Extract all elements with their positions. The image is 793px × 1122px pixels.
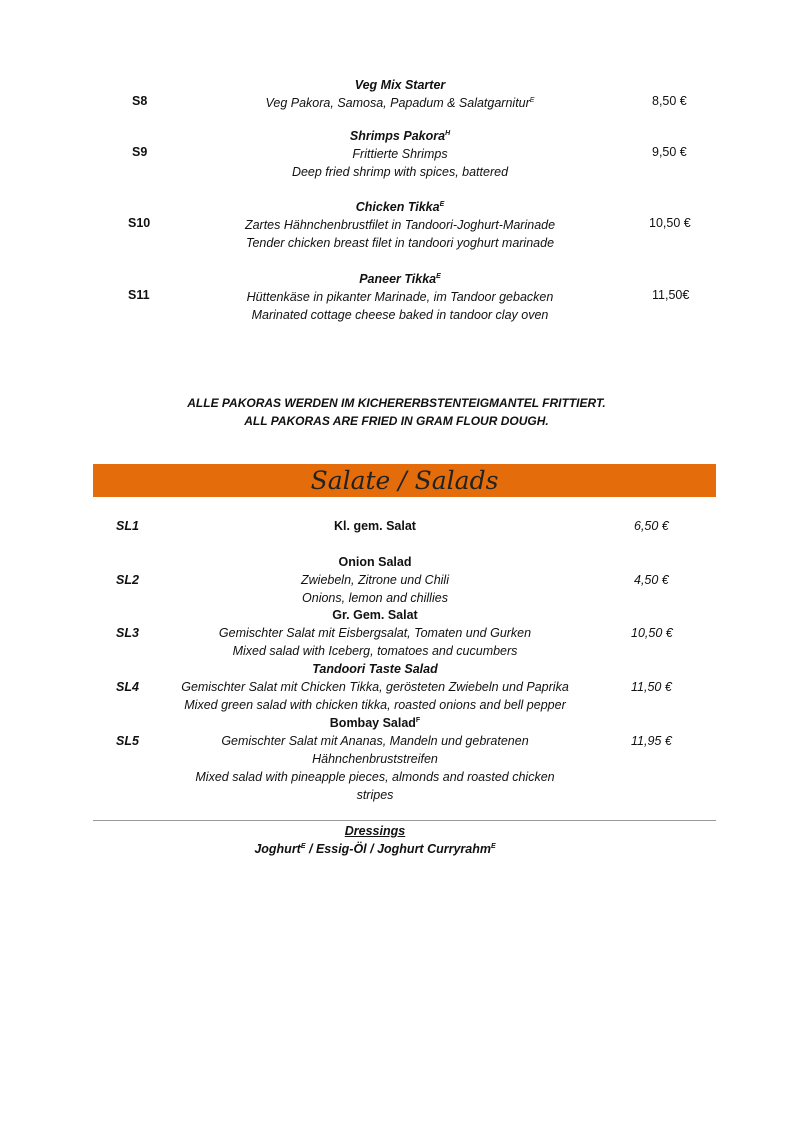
item-code: SL1: [116, 519, 139, 533]
item-title: Veg Mix Starter: [354, 78, 446, 92]
item-title: Tandoori Taste Salad: [312, 662, 438, 676]
item-price: 4,50 €: [634, 573, 669, 587]
divider: [93, 820, 716, 821]
item-price: 9,50 €: [652, 145, 687, 159]
item-price: 10,50 €: [649, 216, 691, 230]
item-description-en: Onions, lemon and chillies: [302, 591, 448, 605]
item-title: Shrimps Pakora$^H$: [349, 129, 451, 143]
item-title: Paneer Tikka$^E$: [359, 272, 441, 286]
notice-line-en: ALL PAKORAS ARE FRIED IN GRAM FLOUR DOUGH.: [244, 414, 549, 428]
item-title: Chicken Tikka$^E$: [355, 200, 445, 214]
item-code: S9: [132, 145, 148, 159]
dressings-heading: Dressings: [344, 824, 406, 838]
section-title: Salate / Salads: [310, 466, 499, 495]
allergen-marker: E: [436, 273, 441, 280]
item-description-de-cont: Hähnchenbruststreifen: [312, 752, 438, 766]
item-price: 8,50 €: [652, 94, 687, 108]
allergen-marker: E: [529, 97, 535, 104]
item-price: 11,50€: [652, 288, 690, 302]
item-code: SL4: [116, 680, 139, 694]
item-code: SL3: [116, 626, 139, 640]
section-banner: [93, 464, 716, 497]
item-code: S8: [132, 94, 148, 108]
item-description-de: Zartes Hähnchenbrustfilet in Tandoori-Joghurt-Marinade: [244, 218, 556, 232]
item-code: SL2: [116, 573, 139, 587]
item-description-en: Marinated cottage cheese baked in tandoor clay oven: [251, 308, 549, 322]
allergen-marker: H: [445, 130, 451, 137]
item-price: 11,95 €: [631, 734, 672, 748]
item-price: 10,50 €: [631, 626, 673, 640]
dressings-list: Joghurt$^E$ / Essig-Öl / Joghurt Curryrahm$^E$: [254, 842, 496, 856]
item-title: Onion Salad: [338, 555, 412, 569]
allergen-marker: E: [300, 843, 306, 850]
item-description-en-cont: stripes: [356, 788, 394, 802]
item-price: 6,50 €: [634, 519, 669, 533]
item-description-en: Deep fried shrimp with spices, battered: [291, 165, 509, 179]
item-code: S11: [128, 288, 150, 302]
item-description-de: Gemischter Salat mit Ananas, Mandeln und gebratenen: [221, 734, 529, 748]
item-price: 11,50 €: [631, 680, 672, 694]
item-code: S10: [128, 216, 151, 230]
item-description-de: Veg Pakora, Samosa, Papadum & Salatgarnitur$^E$: [265, 96, 535, 110]
item-description-de: Hüttenkäse in pikanter Marinade, im Tandoor gebacken: [246, 290, 554, 304]
item-description-en: Mixed salad with Iceberg, tomatoes and cucumbers: [232, 644, 518, 658]
item-description-de: Gemischter Salat mit Chicken Tikka, gerösteten Zwiebeln und Paprika: [181, 680, 569, 694]
item-description-de: Frittierte Shrimps: [352, 147, 448, 161]
allergen-marker: E: [490, 843, 496, 850]
allergen-marker: F: [415, 717, 421, 724]
item-description-de: Zwiebeln, Zitrone und Chili: [301, 573, 449, 587]
frying-notice: [0, 394, 793, 430]
dressings-block: [175, 822, 575, 858]
item-title: Gr. Gem. Salat: [332, 608, 418, 622]
item-title: Kl. gem. Salat: [334, 519, 416, 533]
item-description-de: Gemischter Salat mit Eisbergsalat, Tomaten und Gurken: [218, 626, 532, 640]
item-description-en: Tender chicken breast filet in tandoori yoghurt marinade: [245, 236, 555, 250]
allergen-marker: E: [439, 201, 445, 208]
notice-line-de: ALLE PAKORAS WERDEN IM KICHERERBSTENTEIGMANTEL FRITTIERT.: [187, 396, 606, 410]
item-description-en: Mixed green salad with chicken tikka, roasted onions and bell pepper: [184, 698, 566, 712]
item-title: Bombay Salad$^F$: [329, 716, 421, 730]
item-code: SL5: [116, 734, 139, 748]
item-description-en: Mixed salad with pineapple pieces, almonds and roasted chicken: [195, 770, 555, 784]
